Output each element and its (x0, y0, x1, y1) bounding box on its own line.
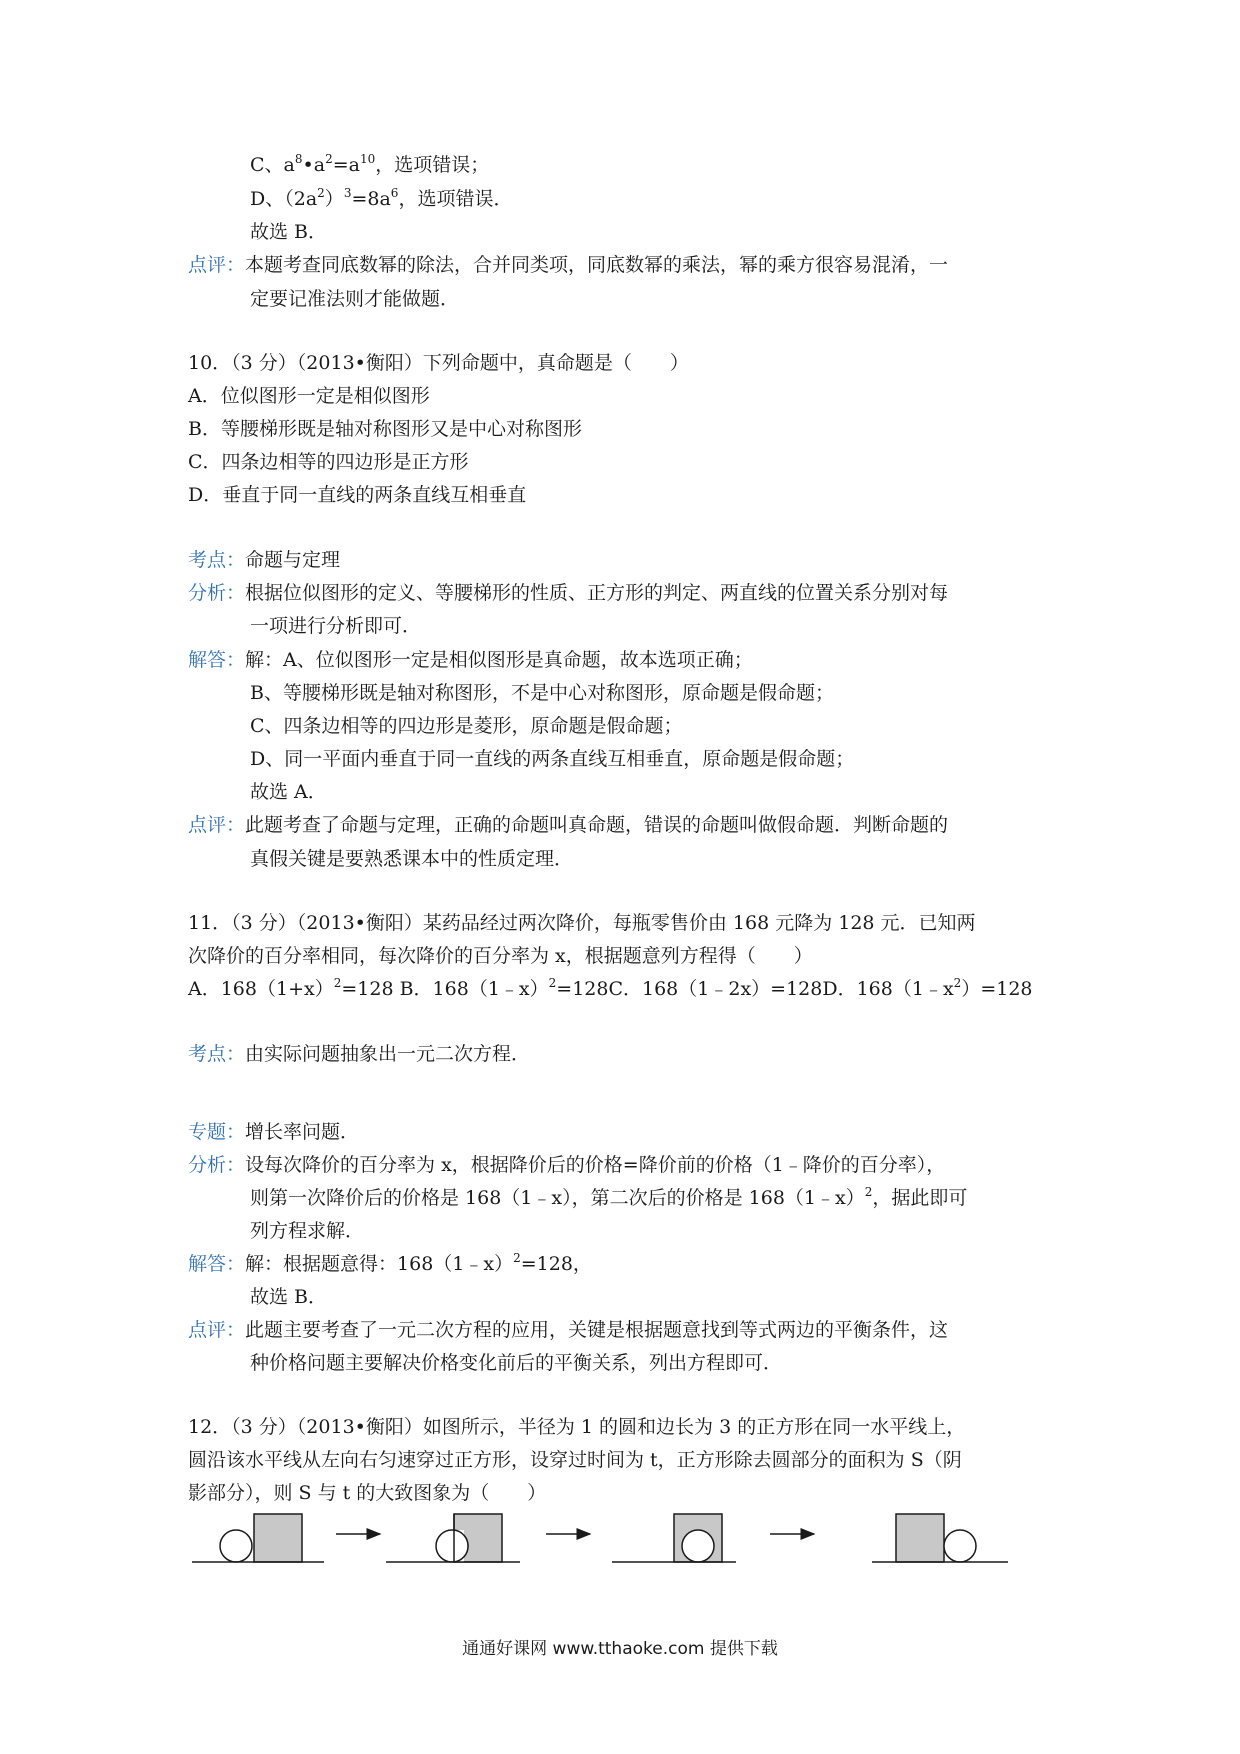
q11-analysis-cont: 列方程求解． (250, 1220, 365, 1242)
q10-option-d: D．垂直于同一直线的两条直线互相垂直 (188, 484, 527, 506)
figure-stage-2 (386, 1514, 520, 1562)
q10-option-a: A．位似图形一定是相似图形 (188, 385, 430, 407)
q10-answer-line: B、等腰梯形既是轴对称图形，不是中心对称图形，原命题是假命题； (250, 682, 834, 704)
comment-label: 点评 (188, 254, 227, 276)
q9-option-c-analysis: C、$a^8•a^2=a^{10}$，选项错误； (250, 152, 490, 176)
answer-label: 解答 (188, 1253, 227, 1275)
q10-stem: 10．（3 分）（2013•衡阳）下列命题中，真命题是（ ） (188, 352, 689, 374)
q11-option-c: C．168（1﹣2x）=128 (608, 978, 823, 1000)
q12-stem-cont: 影部分），则 S 与 t 的大致图象为（ ） (188, 1482, 547, 1504)
figure-stage-3 (612, 1514, 736, 1562)
circle (682, 1530, 714, 1562)
q11-comment: 点评：此题主要考查了一元二次方程的应用，关键是根据题意找到等式两边的平衡条件，这 (188, 1319, 949, 1341)
q9-comment: 点评：本题考查同底数幂的除法，合并同类项，同底数幂的乘法，幂的乘方很容易混淆，一 (188, 254, 949, 276)
point-label: 考点 (188, 1043, 227, 1065)
q11-topic: 专题：增长率问题． (188, 1121, 360, 1143)
q11-analysis: 分析：设每次降价的百分率为 x，根据降价后的价格=降价前的价格（1﹣降价的百分率）， (188, 1154, 946, 1176)
figure-stage-1 (192, 1514, 324, 1562)
q10-answer-line: C、四条边相等的四边形是菱形，原命题是假命题； (250, 715, 683, 737)
figure-stage-4 (872, 1514, 1008, 1562)
q9-comment-cont: 定要记准法则才能做题． (250, 288, 460, 310)
q11-comment-cont: 种价格问题主要解决价格变化前后的平衡关系，列出方程即可． (250, 1352, 783, 1374)
q10-point: 考点：命题与定理 (188, 549, 341, 571)
analysis-label: 分析 (188, 1154, 227, 1176)
q10-comment-cont: 真假关键是要熟悉课本中的性质定理． (250, 848, 574, 870)
q10-option-c: C．四条边相等的四边形是正方形 (188, 451, 469, 473)
q12-stem-cont: 圆沿该水平线从左向右匀速穿过正方形，设穿过时间为 t，正方形除去圆部分的面积为 S（阴 (188, 1449, 962, 1471)
q10-answer: 解答：解：A、位似图形一定是相似图形是真命题，故本选项正确； (188, 649, 753, 671)
q9-choice: 故选 B． (250, 221, 328, 243)
q10-answer-line: 故选 A． (250, 781, 327, 803)
answer-label: 解答 (188, 649, 227, 671)
q10-analysis-cont: 一项进行分析即可． (250, 615, 422, 637)
q11-answer: 解答：解：根据题意得：168（1﹣x）$^2$=128， (188, 1251, 592, 1275)
q12-stem: 12．（3 分）（2013•衡阳）如图所示，半径为 1 的圆和边长为 3 的正方形在同一水平线上， (188, 1416, 966, 1438)
q11-option-a: A．$168(1+x)^2=128$ (188, 976, 394, 1000)
q11-answer-line: 故选 B． (250, 1286, 328, 1308)
comment-label: 点评 (188, 1319, 227, 1341)
q9-option-d-analysis: D、$(2a^2)^3=8a^6$，选项错误． (250, 186, 513, 210)
topic-label: 专题 (188, 1121, 227, 1143)
circle (220, 1530, 252, 1562)
q11-options (188, 976, 1033, 1002)
q12-figure (190, 1508, 1040, 1578)
comment-label: 点评 (188, 814, 227, 836)
circle (944, 1530, 976, 1562)
q11-stem: 11．（3 分）（2013•衡阳）某药品经过两次降价，每瓶零售价由 168 元降为 128 元．已知两 (188, 912, 976, 934)
square (254, 1514, 302, 1562)
analysis-label: 分析 (188, 582, 227, 604)
q11-option-b: B．168（1﹣x）$^2$=128 (399, 976, 609, 1000)
q10-option-b: B．等腰梯形既是轴对称图形又是中心对称图形 (188, 418, 582, 440)
q11-stem-cont: 次降价的百分率相同，每次降价的百分率为 x，根据题意列方程得（ ） (188, 945, 813, 967)
point-label: 考点 (188, 549, 227, 571)
q11-analysis-cont: 则第一次降价后的价格是 168（1﹣x），第二次后的价格是 168（1﹣x）$^2$，据此即可 (250, 1185, 968, 1209)
q11-point: 考点：由实际问题抽象出一元二次方程． (188, 1043, 531, 1065)
q11-option-d: D．$168(1﹣x^2)=128$ (822, 976, 1033, 1000)
q10-answer-line: D、同一平面内垂直于同一直线的两条直线互相垂直，原命题是假命题； (250, 748, 855, 770)
q10-comment: 点评：此题考查了命题与定理，正确的命题叫真命题，错误的命题叫做假命题．判断命题的 (188, 814, 949, 836)
square (896, 1514, 944, 1562)
q10-analysis: 分析：根据位似图形的定义、等腰梯形的性质、正方形的判定、两直线的位置关系分别对每 (188, 582, 949, 604)
page-footer: 通通好课网 www.tthaoke.com 提供下载 (462, 1639, 778, 1659)
